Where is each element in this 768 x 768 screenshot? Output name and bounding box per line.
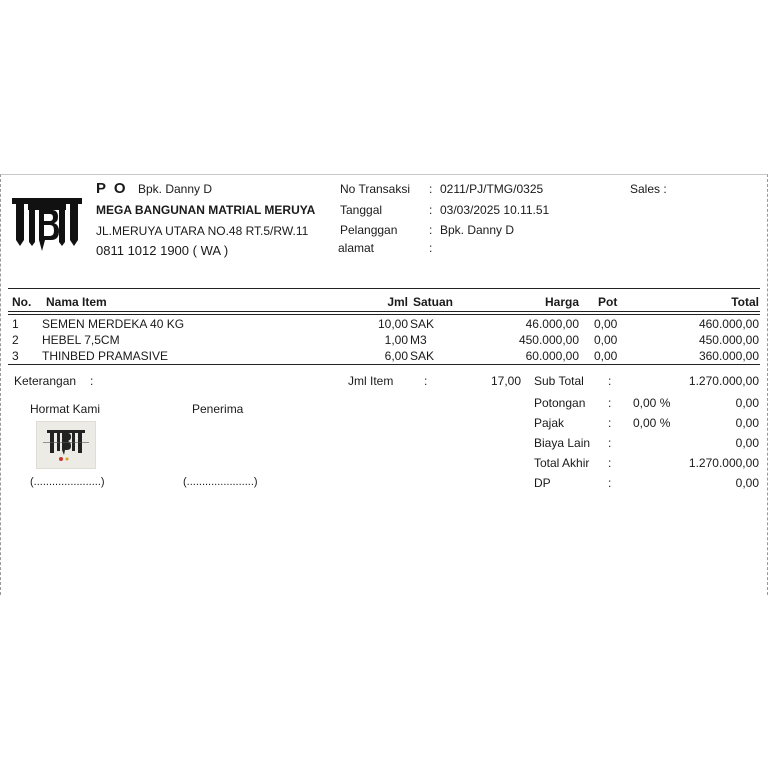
- other-cost-value: 0,00: [735, 436, 759, 450]
- row-discount: 0,00: [594, 317, 618, 331]
- row-unit: SAK: [410, 349, 435, 363]
- discount-percent: 0,00 %: [633, 396, 671, 410]
- discount-label: Potongan: [534, 396, 586, 410]
- customer-label: Pelanggan: [340, 223, 398, 237]
- row-unit: SAK: [410, 317, 435, 331]
- row-qty: 1,00: [384, 333, 408, 347]
- row-qty: 10,00: [377, 317, 408, 331]
- company-phone: 0811 1012 1900 ( WA ): [96, 243, 229, 258]
- final-total-label: Total Akhir: [534, 456, 590, 470]
- col-header-discount: Pot: [598, 295, 618, 309]
- row-no: 2: [12, 333, 19, 347]
- table-top-rule: [8, 288, 760, 289]
- row-total: 450.000,00: [698, 333, 759, 347]
- receiver-label: Penerima: [192, 402, 244, 416]
- tax-percent: 0,00 %: [633, 416, 671, 430]
- final-total-value: 1.270.000,00: [688, 456, 759, 470]
- date-label: Tanggal: [340, 203, 383, 217]
- table-bottom-rule: [8, 364, 760, 365]
- row-total: 460.000,00: [698, 317, 759, 331]
- note-label: Keterangan: [14, 374, 77, 388]
- transaction-no-value: 0211/PJ/TMG/0325: [440, 182, 544, 196]
- col-header-item: Nama Item: [46, 295, 107, 309]
- company-stamp-image: [36, 421, 96, 469]
- stamp-logo-icon: [37, 422, 95, 468]
- col-header-unit: Satuan: [413, 295, 454, 309]
- row-item: HEBEL 7,5CM: [42, 333, 120, 347]
- customer-value: Bpk. Danny D: [440, 223, 515, 237]
- header-rule-2: [8, 314, 760, 315]
- tax-value: 0,00: [735, 416, 759, 430]
- colon: :: [608, 396, 612, 410]
- subtotal-label: Sub Total: [534, 374, 584, 388]
- colon: :: [90, 374, 94, 388]
- dp-value: 0,00: [735, 476, 759, 490]
- colon: :: [424, 374, 428, 388]
- regards-label: Hormat Kami: [30, 402, 101, 416]
- signature-line-right: (......................): [183, 476, 258, 488]
- row-discount: 0,00: [594, 333, 618, 347]
- row-item: SEMEN MERDEKA 40 KG: [42, 317, 185, 331]
- header-rule-1: [8, 311, 760, 312]
- col-header-qty: Jml: [387, 295, 408, 309]
- discount-value: 0,00: [735, 396, 759, 410]
- colon: :: [429, 182, 433, 196]
- colon: :: [608, 456, 612, 470]
- item-count-label: Jml Item: [348, 374, 394, 388]
- colon: :: [608, 416, 612, 430]
- subtotal-value: 1.270.000,00: [688, 374, 759, 388]
- colon: :: [429, 241, 433, 255]
- other-cost-label: Biaya Lain: [534, 436, 591, 450]
- colon: :: [608, 374, 612, 388]
- row-qty: 6,00: [384, 349, 408, 363]
- company-address: JL.MERUYA UTARA NO.48 RT.5/RW.11: [96, 224, 309, 238]
- date-value: 03/03/2025 10.11.51: [440, 203, 550, 217]
- row-price: 60.000,00: [525, 349, 579, 363]
- dp-label: DP: [534, 476, 551, 490]
- item-count-value: 17,00: [490, 374, 521, 388]
- colon: :: [608, 436, 612, 450]
- row-price: 46.000,00: [525, 317, 579, 331]
- col-header-no: No.: [12, 295, 32, 309]
- recipient-name: Bpk. Danny D: [138, 182, 213, 196]
- tax-label: Pajak: [534, 416, 565, 430]
- signature-line-left: (......................): [30, 476, 105, 488]
- row-item: THINBED PRAMASIVE: [42, 349, 169, 363]
- col-header-price: Harga: [544, 295, 579, 309]
- row-unit: M3: [410, 333, 427, 347]
- company-logo: [12, 196, 82, 254]
- row-discount: 0,00: [594, 349, 618, 363]
- company-name: MEGA BANGUNAN MATRIAL MERUYA: [96, 203, 316, 217]
- colon: :: [608, 476, 612, 490]
- address-label: alamat: [338, 241, 375, 255]
- row-no: 1: [12, 317, 19, 331]
- sales-label: Sales :: [630, 182, 667, 196]
- colon: :: [429, 223, 433, 237]
- row-price: 450.000,00: [518, 333, 579, 347]
- document-type: P O: [96, 180, 128, 197]
- row-total: 360.000,00: [698, 349, 759, 363]
- colon: :: [429, 203, 433, 217]
- transaction-no-label: No Transaksi: [340, 182, 411, 196]
- col-header-total: Total: [731, 295, 759, 309]
- row-no: 3: [12, 349, 19, 363]
